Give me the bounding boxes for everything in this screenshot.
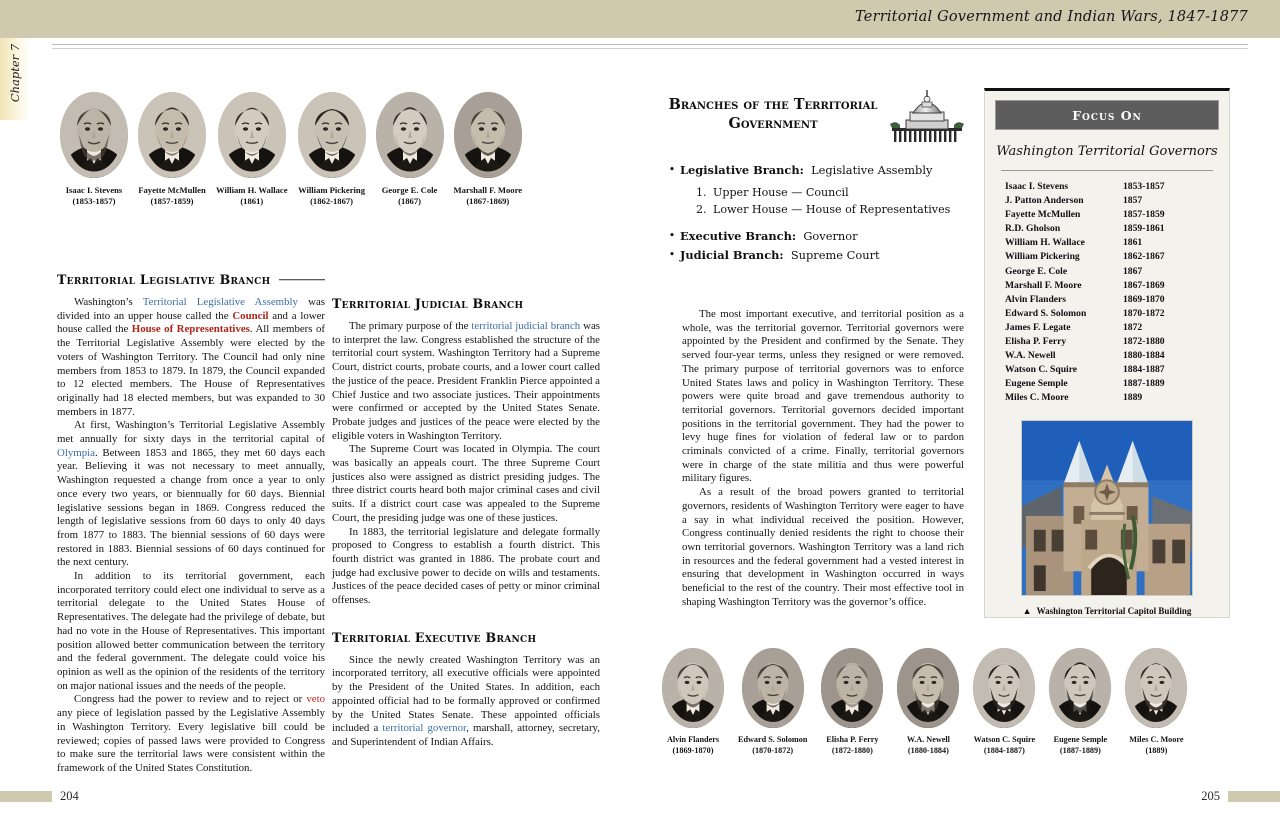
portrait-item [821,648,883,756]
focus-on-header-text: Focus On [1072,107,1142,123]
portrait-name: George E. Cole [381,185,438,195]
governor-row [1005,250,1213,264]
portrait-years: (1867-1869) [466,196,510,206]
heading-rule [279,279,325,281]
governor-years: 1889 [1123,392,1143,404]
sub-number-1: 1. [696,185,707,199]
portrait-years: (1862-1867) [310,196,354,206]
column-spacer [332,608,600,630]
portrait-photo [298,92,366,178]
branch-item-executive [664,228,964,245]
focus-on-header [995,100,1219,130]
portrait-photo [138,92,206,178]
governor-row [1005,293,1213,307]
portrait-caption [60,185,128,207]
portrait-caption [298,185,366,207]
page-number-left [0,789,79,804]
governor-name: James F. Legate [1005,321,1071,333]
portrait-item [216,92,288,207]
branch-item-judicial [664,247,964,264]
keyword-territorial-governor: territorial governor [382,722,467,735]
column-governor [682,308,964,609]
portrait-name: Miles C. Moore [1129,735,1184,744]
portrait-row-top [60,92,522,207]
section-heading-judicial-text: Territorial Judicial Branch [332,296,524,311]
section-heading-legislative-text: Territorial Legislative Branch [57,272,271,287]
governor-years: 1869-1870 [1123,293,1165,305]
portrait-row-bottom [662,648,1187,756]
portrait-name: Isaac I. Stevens [65,185,123,195]
section-heading-executive-text: Territorial Executive Branch [332,629,537,645]
governor-name: Alvin Flanders [1005,293,1067,305]
portrait-years: (1887-1889) [1059,745,1101,755]
portrait-photo [60,92,128,178]
portrait-photo [454,92,522,178]
bullet-icon: • [668,248,676,262]
portrait-photo [376,92,444,178]
portrait-item [454,92,523,207]
keyword-veto: veto [306,693,325,706]
paragraph-legislative-4: Congress had the power to review and to reject or veto any piece of legislation passed by the Legislative Assembly in Washington Territory. Every legislative bill could be reviewed; copies of passed laws were provided to Congress to make sure the territorial laws were consistent within the framework of the United States Constitution. [57,693,325,774]
column-legislative [57,272,325,776]
branch-label-executive: Executive Branch: [680,229,797,244]
capitol-dome-icon [884,84,970,146]
paragraph-legislative-3: In addition to its territorial government, each incorporated territory could elect one individual to serve as a territorial delegate to the United States House of Representatives. The delegate had the privilege of debate, but had no vote in the House of Representatives. This important position allowed better communication between the territory and the federal government. The delegate could voice his opinion as well as the opinion of the residents of the territory on major national issues and the needs of the people. [57,570,325,692]
portrait-name: Fayette McMullen [138,185,206,195]
governor-row [1005,180,1213,194]
branch-item-legislative [664,162,964,179]
governor-row [1005,208,1213,222]
portrait-name: Edward S. Solomon [738,735,808,744]
governor-name: William H. Wallace [1005,237,1085,249]
portrait-item [376,92,444,207]
bullet-icon: • [668,162,676,176]
portrait-name: Marshall F. Moore [453,185,523,195]
governor-row [1005,363,1213,377]
portrait-name: Alvin Flanders [666,735,720,744]
governor-row [1005,265,1213,279]
page-number-bar-right [1228,791,1280,802]
governor-years: 1887-1889 [1123,378,1165,390]
portrait-name: Elisha P. Ferry [826,735,879,744]
governor-row [1005,307,1213,321]
portrait-caption [662,735,724,756]
portrait-caption [738,735,807,756]
paragraph-legislative-1: Washington’s Territorial Legislative Assembly was divided into an upper house called the Council and a lower house called the House of Representatives. All members of the Territorial Legislative Assembly were elected by the voters of Washington Territory. The Council had only nine members from 1853 to 1879. In 1879, the Council expanded to 12 elected members. The House of Representatives originally had 18 elected members, but was expanded to 30 members in 1877. [57,296,326,418]
governor-row [1005,391,1213,405]
section-heading-legislative [57,272,325,287]
focus-on-subtitle: Washington Territorial Governors [996,144,1218,159]
governor-years: 1861 [1123,237,1143,249]
portrait-years: (1880-1884) [907,745,949,755]
portrait-photo [662,648,724,728]
portrait-item [738,648,807,756]
governor-row [1005,279,1213,293]
portrait-caption [138,185,206,207]
capitol-building-photo [1021,420,1193,596]
portrait-name: Eugene Semple [1053,735,1108,744]
branch-value-legislative: Legislative Assembly [811,162,933,177]
portrait-name: W.A. Newell [906,735,950,744]
portrait-item [298,92,366,207]
branches-block [664,96,964,266]
portrait-photo [218,92,286,178]
portrait-item [1125,648,1187,756]
keyword-olympia: Olympia [57,446,95,459]
governor-years: 1853-1857 [1123,181,1165,192]
portrait-caption [376,185,444,207]
capitol-photo-caption [985,606,1229,616]
keyword-territorial-legislative-assembly: Territorial Legislative Assembly [142,296,298,308]
governor-name: Eugene Semple [1005,378,1068,390]
branch-label-judicial: Judicial Branch: [680,248,784,263]
governor-name: Elisha P. Ferry [1005,336,1067,348]
governor-name: George E. Cole [1005,265,1068,277]
sub-text-1: Upper House — Council [713,185,849,199]
chapter-tab [0,38,30,120]
triangle-marker-icon: ▲ [1022,605,1032,616]
paragraph-governor-2: As a result of the broad powers granted to territorial governors, residents of Washington Territory were eager to have a say in what individual received the position. However, Congress continually denied residents the right to choose their own territorial governors. Washington Territory was a land rich in resources and the federal government had a vested interest in ensuring that development in Washington occurred in ways beneficial to the rest of the country. Their most effective tool in shaping Washington Territory was the governor’s office. [682,486,964,608]
branches-title [664,96,882,134]
page-number-left-text: 204 [60,789,79,803]
chapter-tab-label: Chapter 7 [8,43,22,103]
portrait-item [973,648,1035,756]
portrait-item [1049,648,1111,756]
keyword-council: Council [232,309,269,322]
branch-value-executive: Governor [803,229,858,244]
portrait-years: (1870-1872) [752,745,794,755]
legislative-sub-list [696,184,964,218]
sub-item-upper-house [696,184,964,201]
portrait-years: (1869-1870) [672,745,714,755]
paragraph-judicial-2: The Supreme Court was located in Olympia. The court was basically an appeals court. The three Supreme Court justices also were assigned as district presiding judges. The three district courts heard both major criminal cases and civil suits. If a district court case was appealed to the Supreme Court, the presiding judge was one of these justices. [332,443,600,524]
portrait-years: (1861) [240,196,264,206]
governor-name: Marshall F. Moore [1005,279,1082,291]
branch-value-judicial: Supreme Court [790,248,880,263]
portrait-years: (1884-1887) [983,745,1025,755]
governor-name: Miles C. Moore [1005,392,1069,404]
governor-years: 1872-1880 [1123,336,1165,348]
portrait-item [60,92,128,207]
paragraph-governor-1: The most important executive, and territorial position as a whole, was the territorial governor. Territorial governors were appointed by the President and confirmed by the Senate. They served four-year terms, unless they resigned or were removed. The primary purpose of territorial governors was to enforce United States laws and policy in Washington Territory. These powers were quite broad and gave tremendous authority to territorial governors. Territorial governors decided important positions in the territorial government. They had the power to levy huge fines for violation of federal law or to pardon criminals convicted of a crime. Finally, territorial governors were in charge of the state militia and thus were powerful military figures. [682,308,964,485]
governor-row [1005,321,1213,335]
governor-name: J. Patton Anderson [1005,195,1084,207]
governor-years: 1872 [1123,321,1143,333]
governor-row [1005,194,1213,208]
portrait-years: (1872-1880) [831,745,873,755]
header-rule-bottom [52,48,1248,49]
paragraph-executive-1: Since the newly created Washington Territory was an incorporated territory, all executive officials were appointed by the President of the United States. In addition, each appointed official had to be formally approved or confirmed by the United States Senate. These appointed officials included a territorial governor, marshall, attorney, secretary, and Superintendent of Indian Affairs. [332,653,600,748]
portrait-caption [897,735,959,756]
governor-name: W.A. Newell [1005,350,1056,362]
header-rule-top [52,44,1248,45]
governor-name: R.D. Gholson [1005,223,1061,235]
governor-row [1005,222,1213,236]
bullet-icon: • [668,229,676,243]
governor-name: Watson C. Squire [1005,364,1078,376]
governors-list [1005,180,1213,406]
paragraph-judicial-1: The primary purpose of the territorial judicial branch was to interpret the law. Congress established the structure of the territorial court system. Washington Territory had a Supreme Court, district courts, probate courts, and a lower court called the justice of the peace. President Franklin Pierce appointed a Chief Justice and two associate justices. Their appointments were confirmed or accepted by the United States Senate. Probate judges and justices of the peace were elected by the eligible voters in Washington Territory. [332,320,601,442]
branches-title-line1: Branches of the Territorial [668,96,878,113]
portrait-caption [1125,735,1187,756]
governor-years: 1867 [1123,265,1143,277]
portrait-caption [216,185,288,207]
branches-list [664,162,964,265]
focus-on-sidebar [984,88,1230,618]
keyword-territorial-judicial-branch: territorial judicial branch [471,320,581,332]
governor-years: 1859-1861 [1123,223,1165,235]
governor-years: 1880-1884 [1123,350,1165,362]
governor-name: William Pickering [1005,251,1080,263]
portrait-years: (1857-1859) [150,196,194,206]
portrait-item [897,648,959,756]
focus-on-divider [1001,170,1213,171]
section-heading-executive [332,630,600,645]
branch-label-legislative: Legislative Branch: [680,162,804,177]
portrait-photo [742,648,804,728]
governor-years: 1884-1887 [1123,364,1165,376]
portrait-photo [821,648,883,728]
portrait-item [138,92,206,207]
sub-text-2: Lower House — House of Representatives [713,202,951,216]
governor-years: 1867-1869 [1123,279,1165,291]
governor-row [1005,335,1213,349]
paragraph-legislative-2: At first, Washington’s Territorial Legislative Assembly met annually for sixty days in the territorial capital of Olympia. Between 1853 and 1865, they met 60 days each year. Believing it was not necessary to meet annually, Washington requested a change from once a year to only once every two years, or biennually for 60 days. Biennial legislative sessions began in 1869. Congress reduced the length of legislative sessions from 60 days to only 40 days from 1877 to 1883. The biennial sessions of 60 days were restored in 1883. Biennial sessions of 60 days continued for the next century. [57,419,325,569]
portrait-name: William H. Wallace [216,185,288,195]
portrait-years: (1853-1857) [72,196,116,206]
keyword-house-of-representatives: House of Representatives [131,323,250,336]
portrait-photo [973,648,1035,728]
portrait-photo [1125,648,1187,728]
governor-years: 1857-1859 [1123,209,1165,221]
portrait-name: Watson C. Squire [973,735,1036,744]
portrait-photo [897,648,959,728]
page-number-right [1201,789,1280,804]
portrait-caption [973,735,1035,756]
page-number-bar-left [0,791,52,802]
governor-years: 1857 [1123,195,1143,207]
sub-number-2: 2. [696,202,707,216]
governor-row [1005,377,1213,391]
governor-name: Edward S. Solomon [1005,307,1087,319]
portrait-caption [1049,735,1111,756]
portrait-name: William Pickering [298,185,365,195]
column-judicial-executive [332,296,600,750]
governor-years: 1870-1872 [1123,307,1165,319]
portrait-caption [821,735,883,756]
portrait-caption [454,185,523,207]
branches-title-line2: Government [728,114,818,132]
portrait-years: (1867) [398,196,421,206]
running-head: Territorial Government and Indian Wars, 1847-1877 [855,9,1248,25]
governor-years: 1862-1867 [1123,251,1165,263]
governor-name: Isaac I. Stevens [1005,181,1069,192]
capitol-photo-caption-text: Washington Territorial Capitol Building [1036,605,1192,616]
portrait-photo [1049,648,1111,728]
governor-row [1005,236,1213,250]
page-number-right-text: 205 [1201,789,1220,803]
governor-row [1005,349,1213,363]
portrait-item [662,648,724,756]
portrait-years: (1889) [1145,745,1168,755]
section-heading-judicial [332,296,600,311]
paragraph-judicial-3: In 1883, the territorial legislature and delegate formally proposed to Congress to establish a fourth district. This fourth district was granted in 1886. The probate court and judge had exclusive power to decide on wills and testaments. Justices of the peace decided cases of petty or minor criminal offenses. [332,525,600,607]
governor-name: Fayette McMullen [1005,209,1081,221]
sub-item-lower-house [696,201,964,218]
